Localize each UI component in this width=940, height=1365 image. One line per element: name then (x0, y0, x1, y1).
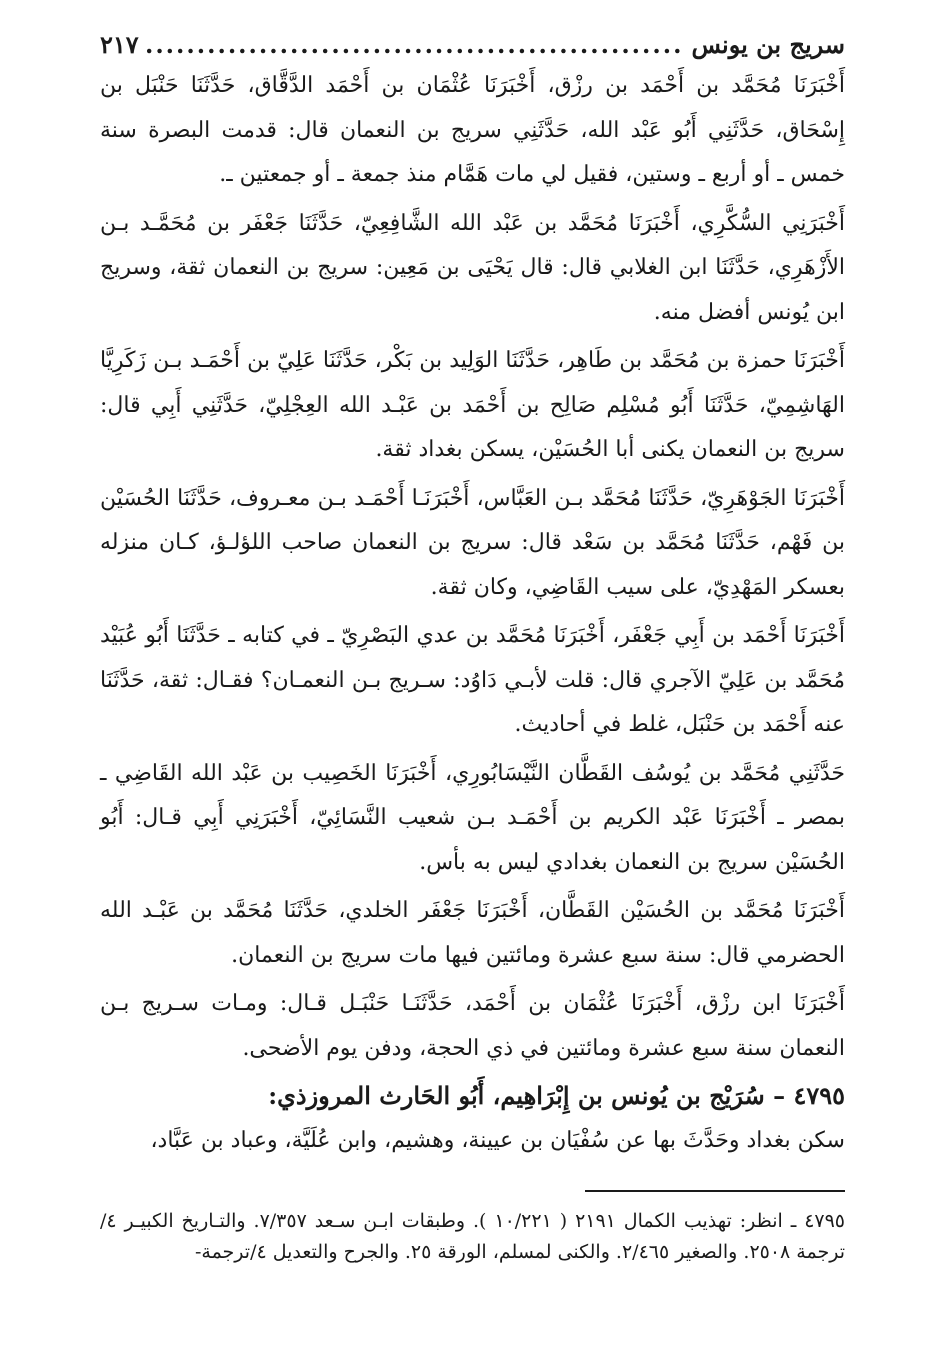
footnote: ٤٧٩٥ ـ انظر: تهذيب الكمال ٢١٩١ ( ١٠/٢٢١ ). وطبقات ابـن سـعد ٧/٣٥٧. والتـاريخ الكبيـر ٤/ ترجمة ٢٥٠٨. والصغير ٢/٤٦٥. والكنى لمسلم، الورقة ٢٥. والجرح والتعديل ٤/ترجمة- (100, 1209, 846, 1263)
page-number: ٢١٧ (100, 30, 139, 59)
leader-dots (147, 28, 684, 62)
footnote-separator (585, 1190, 845, 1192)
entry-heading: ٤٧٩٥ – سُرَيْج بن يُونس بن إِبْرَاهِيم، أَبُو الحَارث المروزذي: (268, 1081, 845, 1110)
running-head (100, 28, 845, 64)
running-title: سريج بن يونس (691, 30, 845, 59)
paragraph: أَخْبَرَنَا مُحَمَّد بن الحُسَيْن القَطَّان، أَخْبَرَنَا جَعْفَر الخلدي، حَدَّثَنَا مُحَمَّد بن عَبْـد الله الحضرمي قال: سنة سبع عشرة ومائتين فيها مات سريج بن النعمان. (100, 898, 845, 968)
paragraph: أَخْبَرَنِي السُّكَّرِي، أَخْبَرَنَا مُحَمَّد بن عَبْد الله الشَّافِعِيّ، حَدَّثَنَا جَعْفَر بن مُحَمَّـد بـن الأَزْهَرِي، حَدَّثَنَا ابن الغلابي قال: قال يَحْيَى بن مَعِين: سريج بن النعمان ثقة، وسريج ابن يُونس أفضل منه. (100, 210, 845, 325)
paragraph: أَخْبَرَنَا ابن رزْق، أَخْبَرَنَا عُثْمَان بن أَحْمَد، حَدَّثَنَـا حَنْبَـل قـال: ومـات سـريج بـن النعمان سنة سبع عشرة ومائتين في ذي الحجة، ودفن يوم الأضحى. (100, 991, 845, 1061)
paragraph: أَخْبَرَنَا أَحْمَد بن أَبِي جَعْفَر، أَخْبَرَنَا مُحَمَّد بن عدي البَصْرِيّ ـ في كتابه ـ حَدَّثَنَا أَبُو عُبَيْد مُحَمَّد بن عَلِيّ الآجري قال: قلت لأبـي دَاوُد: سـريج بـن النعمـان؟ فقـال: ثقة، حَدَّثَنَا عنه أَحْمَد بن حَنْبَل، غلط في أحاديث. (100, 623, 845, 737)
entry-opening: سكن بغداد وحَدَّثَ بها عن سُفْيَان بن عيينة، وهشيم، وابن عُلَيَّة، وعباد بن عَبَّاد، (150, 1128, 845, 1153)
main-text (100, 64, 845, 1164)
paragraph: أَخْبَرَنَا الجَوْهَرِيّ، حَدَّثَنَا مُحَمَّد بـن العَبَّاس، أَخْبَرَنَـا أَحْمَـد بـن معـروف، حَدَّثَنَا الحُسَيْن بن فَهْم، حَدَّثَنَا مُحَمَّد بن سَعْد قال: سريج بن النعمان صاحب اللؤلـؤ، كـان منزله بعسكر المَهْدِيّ، على سيب القَاضِي، وكان ثقة. (100, 485, 845, 600)
paragraph: حَدَّثَنِي مُحَمَّد بن يُوسُف القَطَّان النَّيْسَابُورِي، أَخْبَرَنَا الخَصِيب بن عَبْد الله القَاضِي ـ بمصر ـ أَخْبَرَنَا عَبْد الكريم بن أَحْمَـد بـن شعيب النَّسَائِيّ، أَخْبَرَنِي أَبِي قـال: أَبُو الحُسَيْن سريج بن النعمان بغدادي ليس به بأس. (100, 760, 845, 875)
paragraph: أَخْبَرَنَا مُحَمَّد بن أَحْمَد بن رزْق، أَخْبَرَنَا عُثْمَان بن أَحْمَد الدَّقَّاق، حَدَّثَنَا حَنْبَل بن إِسْحَاق، حَدَّثَنِي أَبُو عَبْد الله، حَدَّثَنِي سريج بن النعمان قال: قدمت البصرة سنة خمس ـ أو أربع ـ وستين، فقيل لي مات هَمَّام منذ جمعة ـ أو جمعتين ـ. (100, 73, 845, 187)
book-page (100, 28, 845, 1268)
paragraph: أَخْبَرَنَا حمزة بن مُحَمَّد بن طَاهِر، حَدَّثَنَا الوَلِيد بن بَكْر، حَدَّثَنَا عَلِيّ بن أَحْمَـد بـن زَكَرِيَّا الهَاشِمِيّ، حَدَّثَنَا أَبُو مُسْلِم صَالِح بن أَحْمَد بن عَبْـد الله العِجْلِيّ، حَدَّثَنِي أَبِي قال: سريج بن النعمان يكنى أبا الحُسَيْن، يسكن بغداد ثقة. (100, 348, 845, 462)
